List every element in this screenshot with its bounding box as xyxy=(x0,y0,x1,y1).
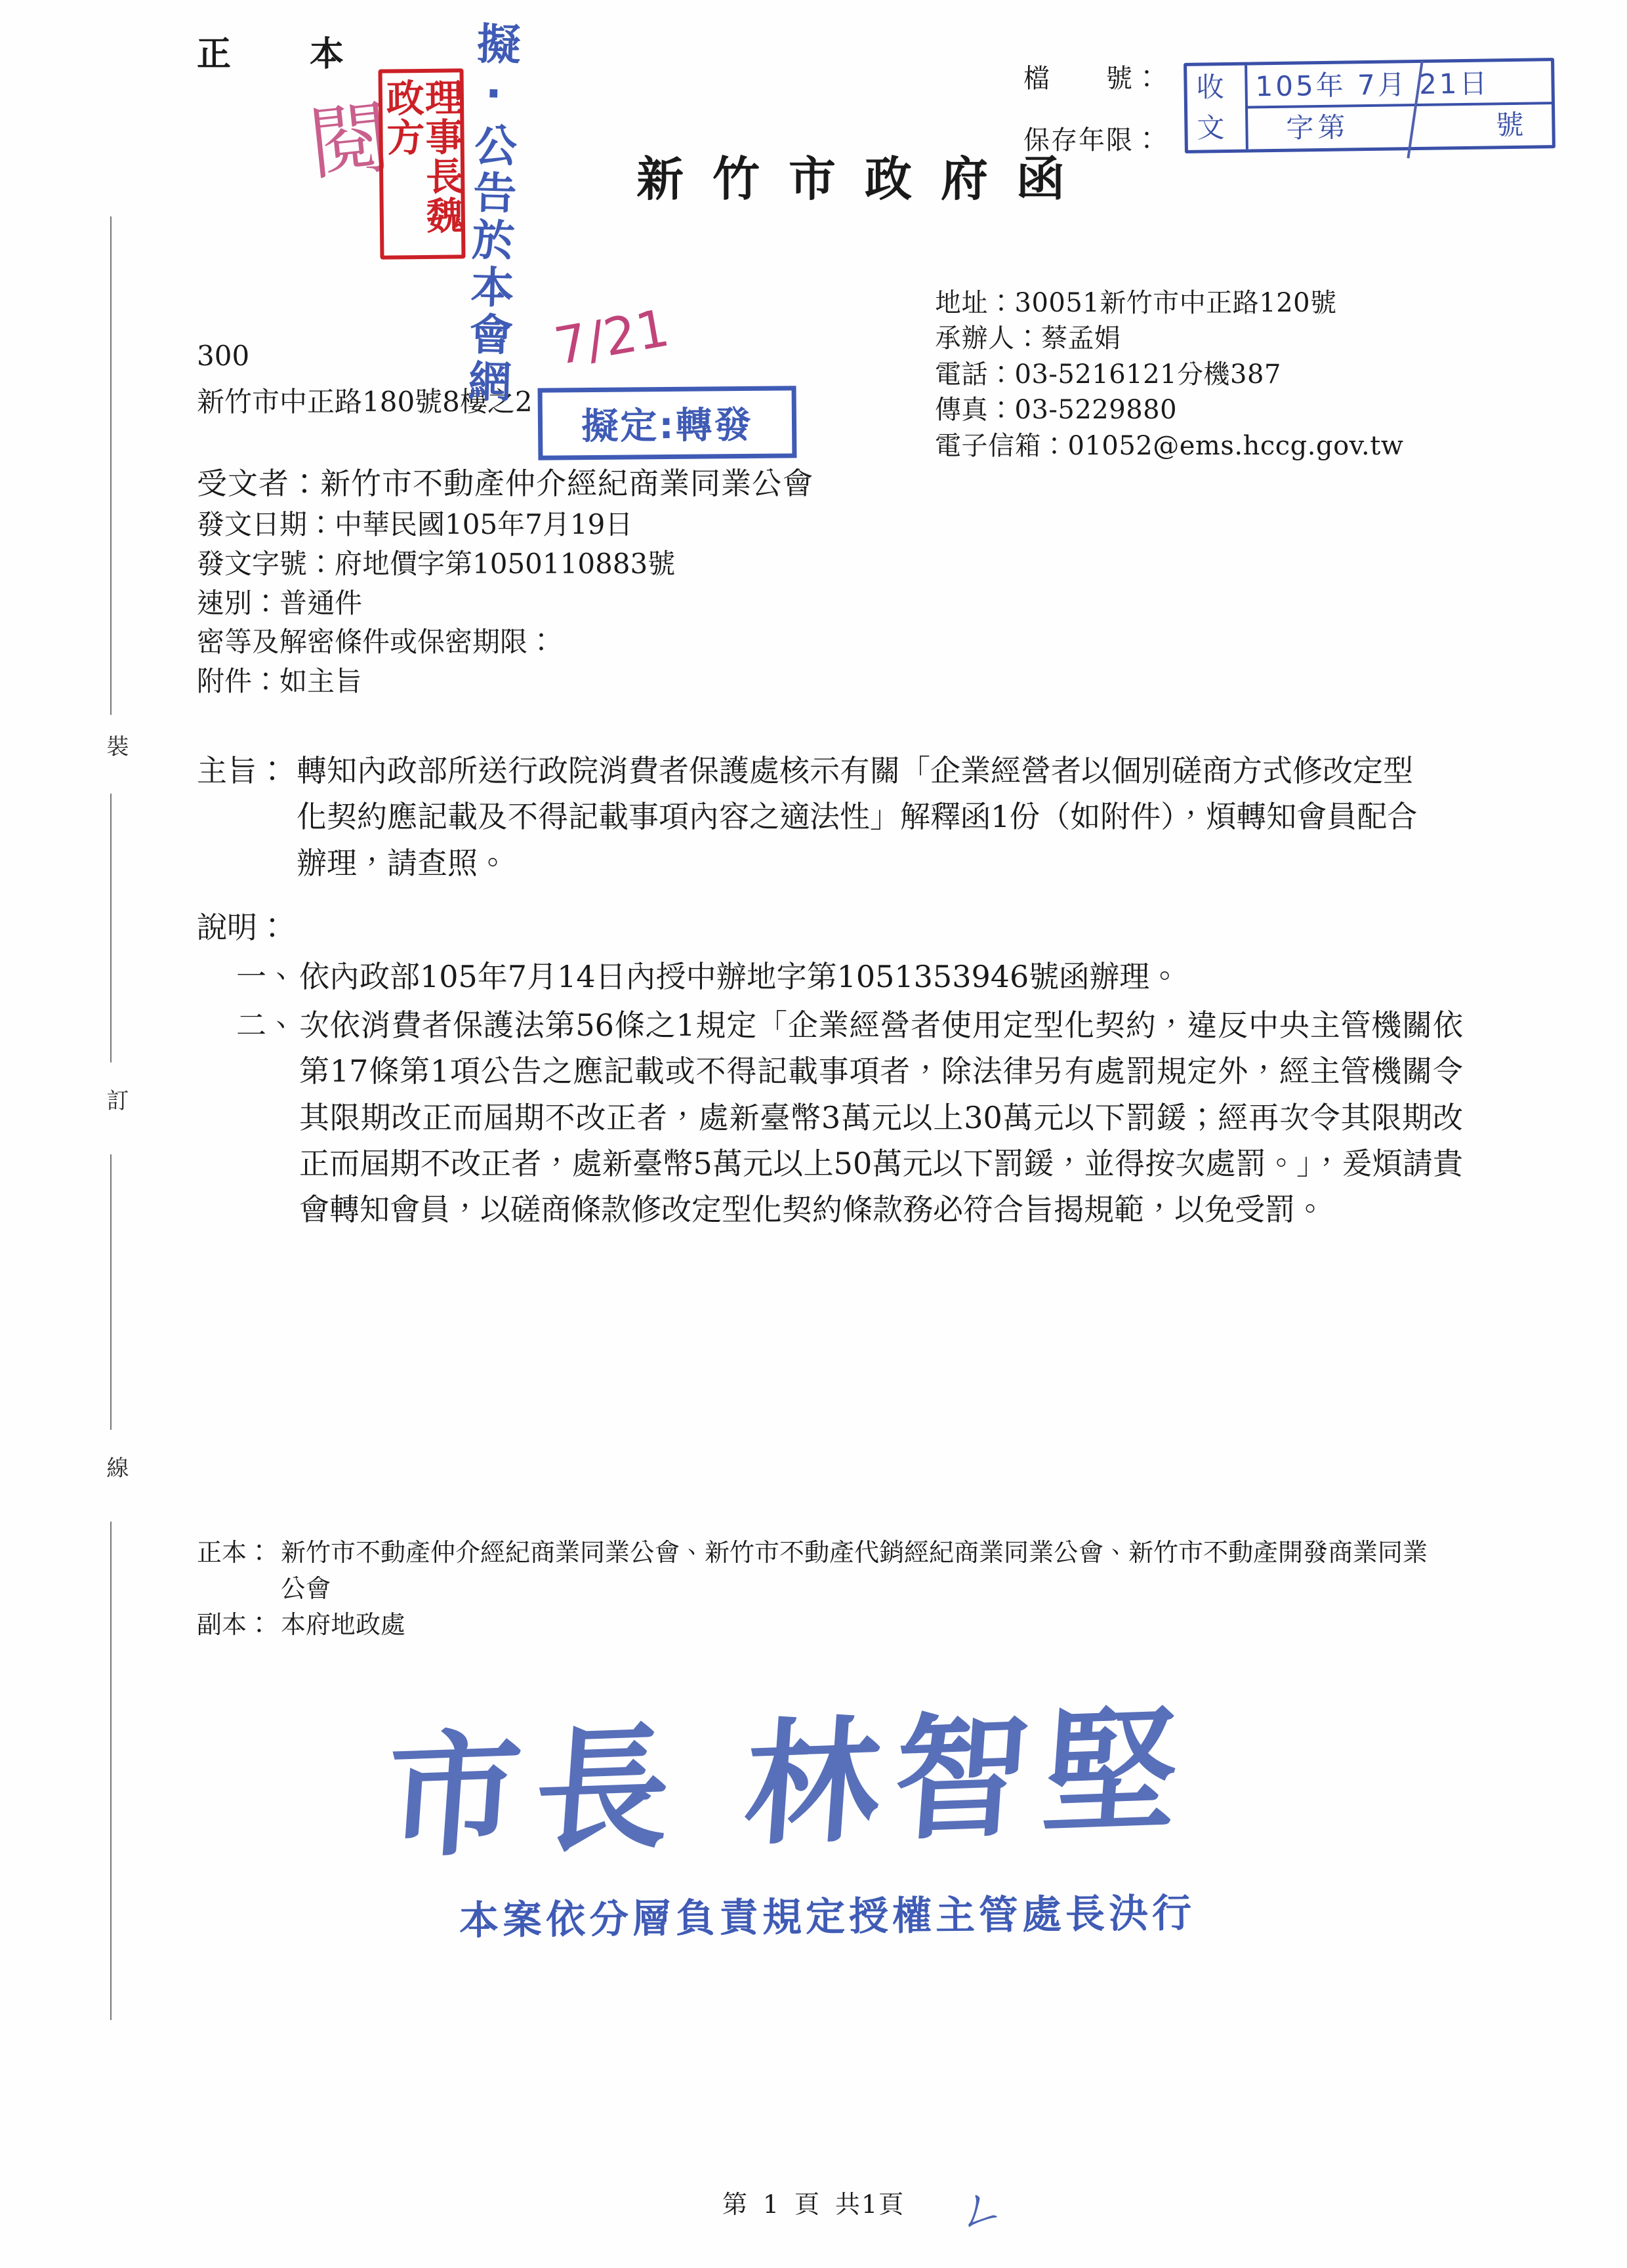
binding-guide-line xyxy=(110,216,112,715)
page-title xyxy=(636,141,1068,209)
archive-file-number-label: 檔 號： xyxy=(1023,64,1161,94)
doc-number-row xyxy=(197,544,814,584)
handwritten-vertical-note: 擬‧公告於本會網 xyxy=(460,20,521,407)
delegation-note-stamp: 本案依分層負責規定授權主管處長決行 xyxy=(459,1890,1196,1944)
speed-row xyxy=(197,584,814,623)
chairman-seal-stamp: 理事長魏政方 xyxy=(378,68,465,259)
confidential-row: 密等及解密條件或保密期限： xyxy=(197,626,556,658)
explanation-item-number: 二、 xyxy=(236,1007,297,1043)
stamp-number-suffix: 號 xyxy=(1496,108,1524,142)
distribution-copy-value: 本府地政處 xyxy=(281,1610,406,1640)
stamp-shou-char: 收 xyxy=(1196,71,1224,104)
sender-contact-block xyxy=(935,285,1404,464)
subject-text: 轉知內政部所送行政院消費者保護處核示有關「企業經營者以個別磋商方式修改定型化契約應記載及不得記載事項內容之適法性」解釋函1份（如附件），煩轉知會員配合辦理，請查照。 xyxy=(297,753,1418,881)
doc-number-label: 發文字號： xyxy=(197,547,335,580)
explanation-label: 說明： xyxy=(197,910,287,946)
explanation-item-text: 依內政部105年7月14日內授中辦地字第1051353946號函辦理。 xyxy=(299,958,1180,994)
contact-address: 地址：30051新竹市中正路120號 xyxy=(935,288,1337,318)
distribution-block xyxy=(197,1535,1443,1643)
forward-decision-stamp: 擬定:轉發 xyxy=(538,386,797,460)
recipient-value: 新竹市不動產仲介經紀商業同業公會 xyxy=(320,466,814,501)
contact-email: 電子信箱：01052@ems.hccg.gov.tw xyxy=(935,430,1404,461)
document-body xyxy=(197,748,1470,1240)
mayor-signature-stamp: 市長 林智堅 xyxy=(381,1692,1198,1877)
binding-guide-line xyxy=(110,1154,112,1430)
title-organization: 新竹市政府 xyxy=(636,151,1018,207)
copy-type-label: 正 本 xyxy=(197,34,367,74)
handwritten-date-annotation: 7/21 xyxy=(550,298,674,377)
recipient-row xyxy=(197,462,814,505)
issue-date-value: 中華民國105年7月19日 xyxy=(335,508,633,541)
receipt-date-stamp xyxy=(1184,58,1555,153)
distribution-copy-label: 副本： xyxy=(197,1610,272,1640)
binding-mark-xian: 線 xyxy=(102,1456,129,1478)
archive-retention-label: 保存年限： xyxy=(1023,125,1161,155)
recipient-label: 受文者： xyxy=(197,466,320,501)
distribution-original-row xyxy=(197,1535,1443,1607)
explanation-item-number: 一、 xyxy=(236,958,297,994)
attachment-value: 如主旨 xyxy=(279,664,363,697)
issue-date-label: 發文日期： xyxy=(197,508,335,541)
stamp-number-label: 字第 xyxy=(1286,111,1349,144)
explanation-item xyxy=(236,954,1463,1000)
stamp-wen-char: 文 xyxy=(1197,111,1225,144)
binding-guide-line xyxy=(110,794,112,1063)
attachment-row xyxy=(197,662,814,701)
stamp-receipt-date: 105年 7月 21日 xyxy=(1255,67,1490,103)
explanation-item-text: 次依消費者保護法第56條之1規定「企業經營者使用定型化契約，違反中央主管機關依第17條第1項公告之應記載或不得記載事項者，除法律另有處罰規定外，經主管機關令其限期改正而屆期不改正者，處新臺幣3萬元以上30萬元以下罰鍰；經再次令其限期改正而屆期不改正者，處新臺幣5萬元以上50萬元以下罰鍰，並得按次處罰。」，爰煩請貴會轉知會員，以磋商條款修改定型化契約條款務必符合旨揭規範，以免受罰。 xyxy=(299,1007,1463,1228)
footer-current-page: 第1頁 xyxy=(722,2190,835,2219)
speed-value: 普通件 xyxy=(279,586,363,619)
doc-number-value: 府地價字第1050110883號 xyxy=(335,547,676,580)
stamp-horizontal-divider xyxy=(1245,102,1552,109)
recipient-zipcode: 300 xyxy=(197,340,250,372)
attachment-label: 附件： xyxy=(197,664,280,697)
title-doc-type: 函 xyxy=(1017,151,1069,207)
read-mark-annotation: 閱 xyxy=(306,92,394,192)
distribution-original-label: 正本： xyxy=(197,1538,272,1567)
binding-mark-ding: 訂 xyxy=(102,1089,129,1111)
subject-block xyxy=(197,748,1470,886)
binding-mark-zhuang: 裝 xyxy=(102,735,129,757)
contact-fax: 傳真：03-5229880 xyxy=(935,395,1178,426)
contact-phone: 電話：03-5216121分機387 xyxy=(935,359,1281,390)
footer-total-pages: 共1頁 xyxy=(835,2190,905,2219)
contact-officer: 承辦人：蔡孟娟 xyxy=(935,323,1121,354)
distribution-copy-row xyxy=(197,1607,1443,1643)
page-footer xyxy=(0,2184,1627,2220)
binding-guide-line xyxy=(110,1522,112,2020)
footer-handwritten-mark: ㄥ xyxy=(949,2176,1010,2243)
issue-date-row xyxy=(197,505,814,544)
explanation-block xyxy=(197,904,1470,1233)
recipient-street-address: 新竹市中正路180號8樓之2 xyxy=(197,386,533,418)
document-meta-block xyxy=(197,462,814,700)
speed-label: 速別： xyxy=(197,586,280,619)
explanation-item xyxy=(236,1002,1463,1233)
distribution-original-value: 新竹市不動產仲介經紀商業同業公會、新竹市不動產代銷經紀商業同業公會、新竹市不動產開發商業同業公會 xyxy=(281,1538,1428,1604)
subject-label: 主旨： xyxy=(197,753,287,788)
